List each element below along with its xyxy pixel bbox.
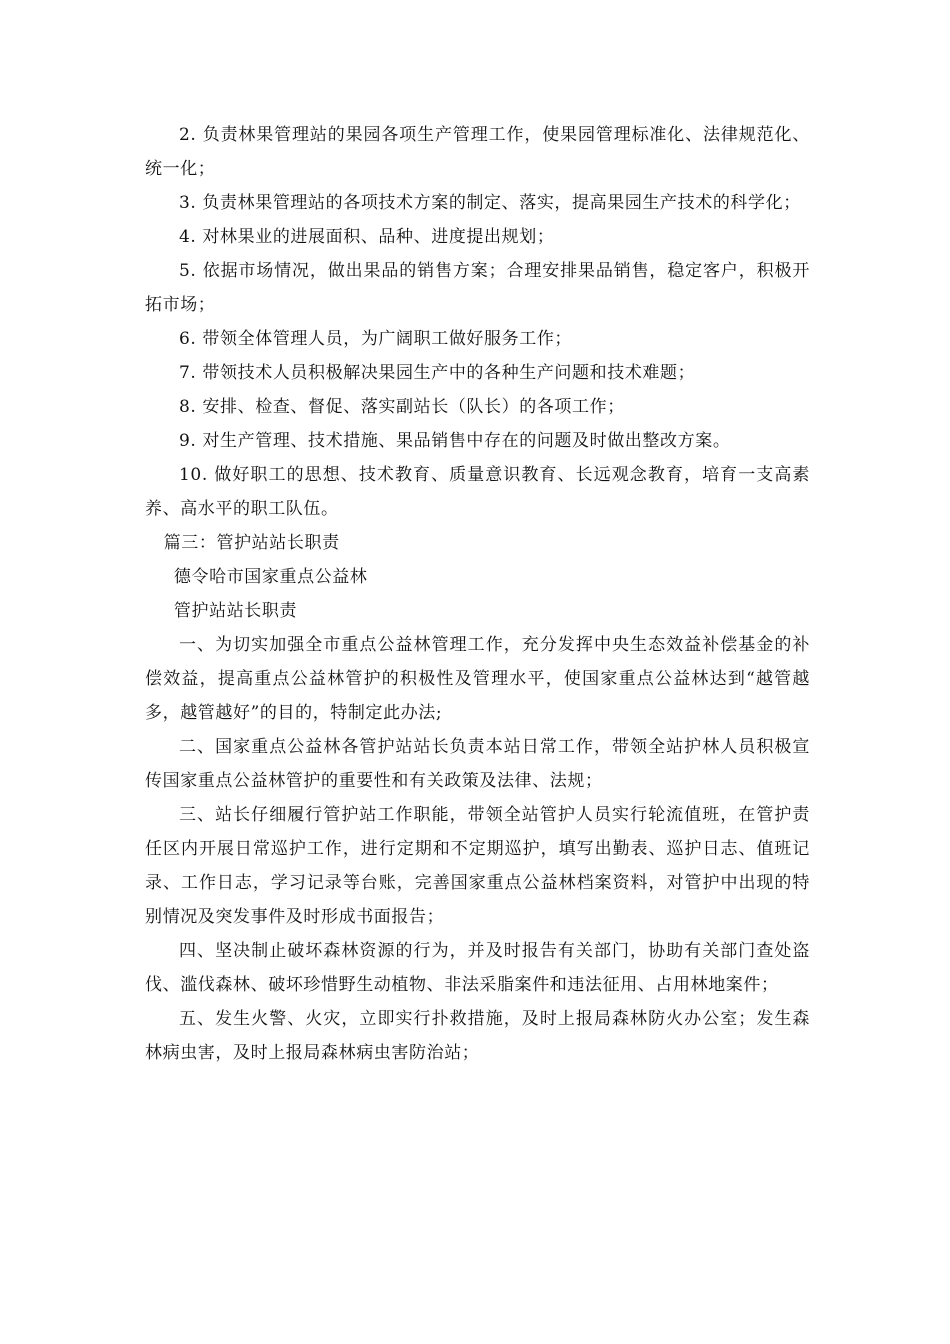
list-item: 3. 负责林果管理站的各项技术方案的制定、落实，提高果园生产技术的科学化； xyxy=(179,193,801,213)
duty-paragraph: 二、国家重点公益林各管护站站长负责本站日常工作，带领全站护林人员积极宣传国家重点公益林管护的重要性和有关政策及法律、法规； xyxy=(145,737,810,791)
list-item: 2. 负责林果管理站的果园各项生产管理工作，使果园管理标准化、法律规范化、统一化； xyxy=(145,125,810,179)
duty-paragraph: 一、为切实加强全市重点公益林管理工作，充分发挥中央生态效益补偿基金的补偿效益，提高重点公益林管护的积极性及管理水平，使国家重点公益林达到“越管越多，越管越好”的目的，特制定此办法; xyxy=(145,635,810,723)
section-heading: 篇三：管护站站长职责 xyxy=(163,533,340,553)
duty-paragraph: 四、坚决制止破坏森林资源的行为，并及时报告有关部门，协助有关部门查处盗伐、滥伐森林、破坏珍惜野生动植物、非法采脂案件和违法征用、占用林地案件； xyxy=(145,941,810,995)
list-item: 8. 安排、检查、督促、落实副站长（队长）的各项工作； xyxy=(179,397,625,417)
duty-paragraph: 五、发生火警、火灾，立即实行扑救措施，及时上报局森林防火办公室；发生森林病虫害，及时上报局森林病虫害防治站； xyxy=(145,1009,810,1063)
list-item: 10. 做好职工的思想、技术教育、质量意识教育、长远观念教育，培育一支高素养、高水平的职工队伍。 xyxy=(145,465,810,519)
list-item: 9. 对生产管理、技术措施、果品销售中存在的问题及时做出整改方案。 xyxy=(179,431,731,451)
document-page xyxy=(145,118,810,1070)
duty-paragraph: 三、站长仔细履行管护站工作职能，带领全站管护人员实行轮流值班，在管护责任区内开展日常巡护工作，进行定期和不定期巡护，填写出勤表、巡护日志、值班记录、工作日志，学习记录等台账，完善国家重点公益林档案资料，对管护中出现的特别情况及突发事件及时形成书面报告； xyxy=(145,805,810,927)
section-subtitle: 管护站站长职责 xyxy=(173,601,298,621)
list-item: 6. 带领全体管理人员，为广阔职工做好服务工作； xyxy=(179,329,573,349)
list-item: 7. 带领技术人员积极解决果园生产中的各种生产问题和技术难题； xyxy=(179,363,696,383)
list-item: 5. 依据市场情况，做出果品的销售方案；合理安排果品销售，稳定客户，积极开拓市场； xyxy=(145,261,810,315)
list-item: 4. 对林果业的进展面积、品种、进度提出规划； xyxy=(179,227,555,247)
section-subtitle: 德令哈市国家重点公益林 xyxy=(173,567,368,587)
